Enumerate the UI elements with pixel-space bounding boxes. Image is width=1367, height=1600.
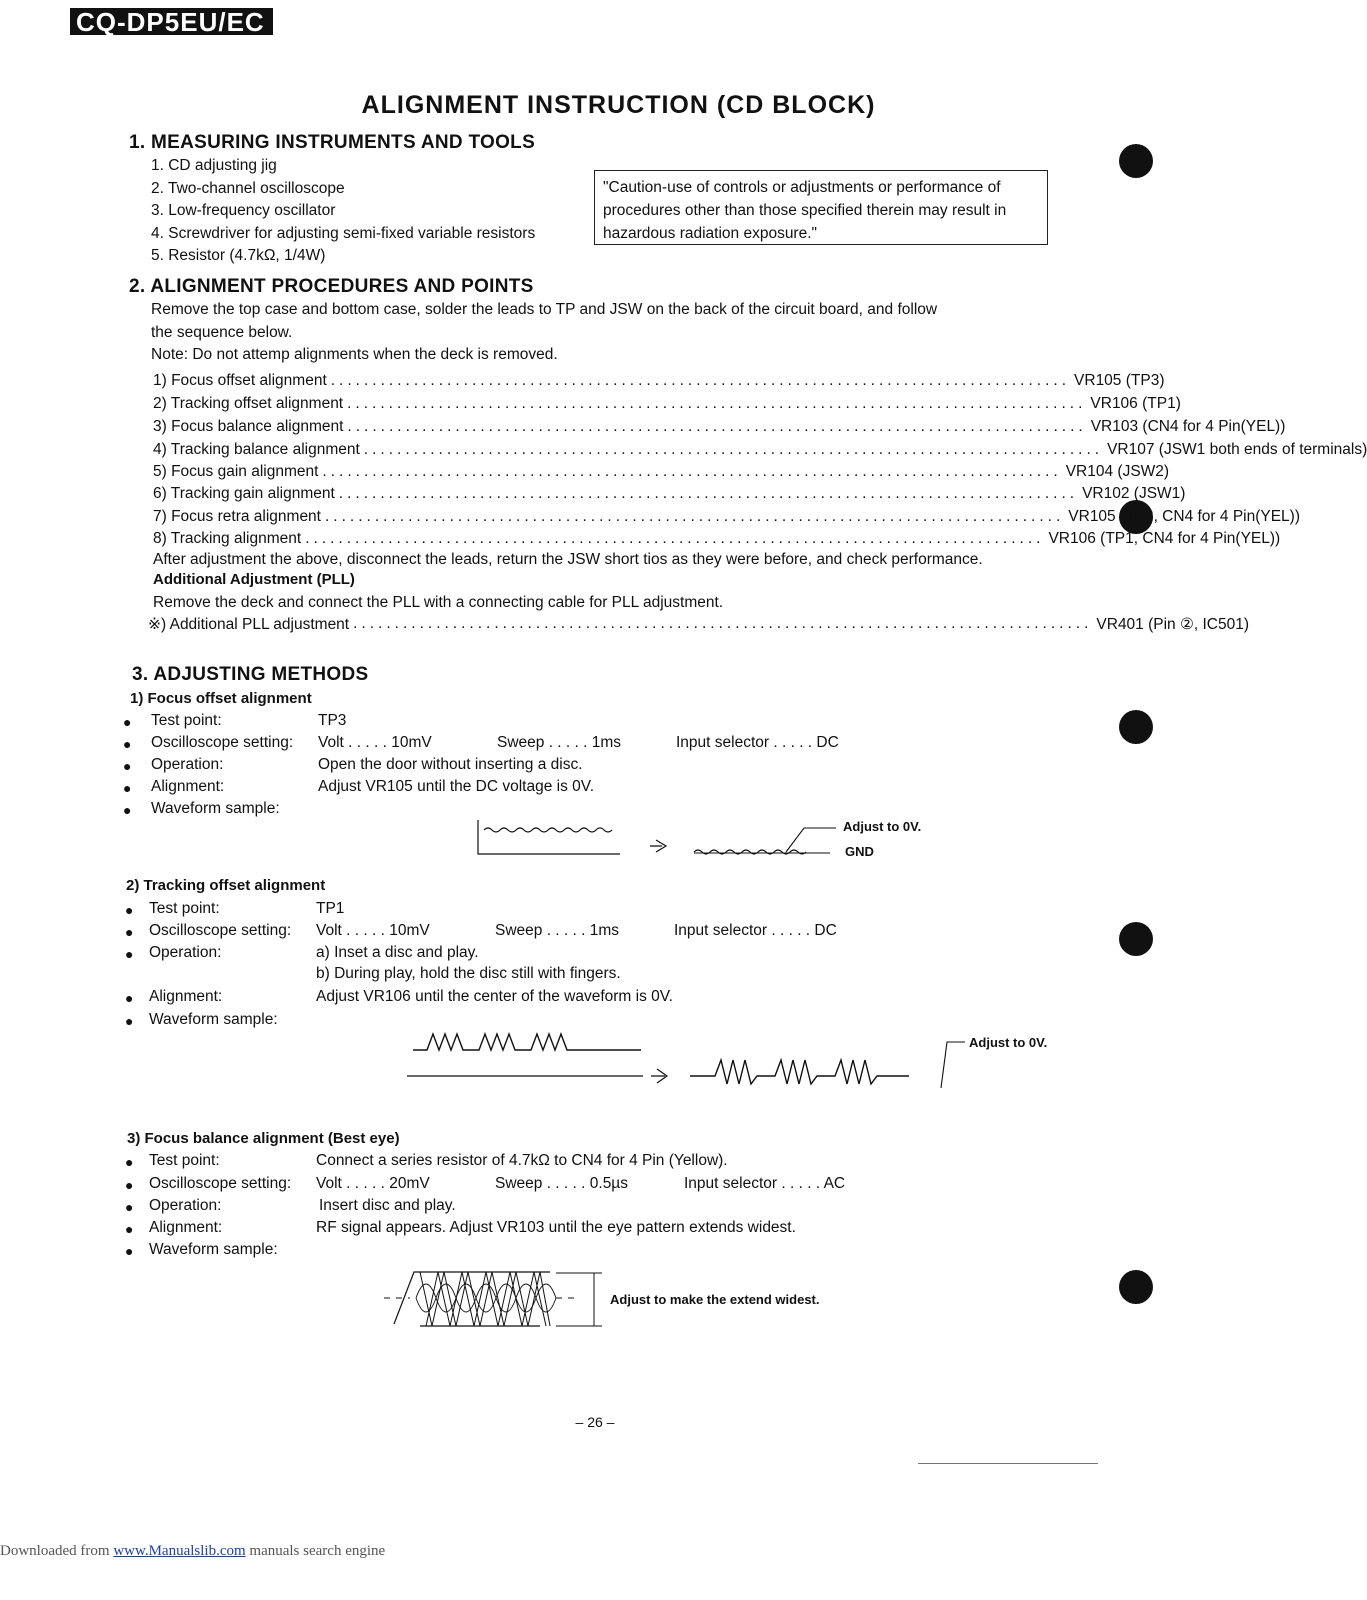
page-title: ALIGNMENT INSTRUCTION (CD BLOCK) — [361, 91, 876, 119]
sweep-setting: Sweep . . . . . 1ms — [495, 922, 620, 939]
bullet: ● — [123, 714, 132, 730]
method-row-value: Volt . . . . . 10mV — [318, 734, 432, 751]
procedure-row: 1) Focus offset alignment ......................................................................................... VR105 (TP3) — [153, 372, 1165, 389]
bullet: ● — [125, 990, 134, 1006]
method-row-value: Connect a series resistor of 4.7kΩ to CN4 for 4 Pin (Yellow). — [316, 1152, 728, 1169]
method-row-value: TP3 — [318, 712, 347, 729]
waveform-note: Adjust to 0V. — [969, 1035, 1048, 1050]
manualslib-link[interactable]: www.Manualslib.com — [113, 1543, 246, 1559]
caution-box: "Caution-use of controls or adjustments or performance of procedures other than those specified therein may result in hazardous radiation exposure." — [594, 170, 1048, 245]
tool-item: 1. CD adjusting jig — [151, 157, 277, 174]
procedure-row: 6) Tracking gain alignment ......................................................................................... VR102 (JSW1) — [153, 485, 1186, 502]
input-selector-setting: Input selector . . . . . DC — [674, 922, 837, 939]
divider — [918, 1463, 1098, 1464]
binder-hole — [1119, 144, 1153, 178]
method-row-key: Alignment: — [151, 778, 225, 795]
bullet: ● — [125, 902, 134, 918]
procedure-row: 7) Focus retra alignment ......................................................................................... VR105 (TP3, CN4 for 4 Pin(YEL)) — [153, 508, 1301, 525]
method-title: 1) Focus offset alignment — [130, 690, 312, 707]
method-row-key: Operation: — [151, 756, 224, 773]
bullet: ● — [125, 1199, 134, 1215]
waveform-focus-offset — [470, 812, 850, 868]
procedure-row: 8) Tracking alignment ......................................................................................... VR106 (TP1, CN4 for 4 Pin(YEL)) — [153, 530, 1281, 547]
method-row-key: Waveform sample: — [151, 800, 280, 817]
bullet: ● — [123, 780, 132, 796]
page-number: – 26 – — [575, 1414, 615, 1430]
bullet: ● — [125, 1221, 134, 1237]
method-row-value: Open the door without inserting a disc. — [318, 756, 583, 773]
method-row-key: Test point: — [149, 1152, 220, 1169]
input-selector-setting: Input selector . . . . . DC — [676, 734, 839, 751]
binder-hole — [1119, 710, 1153, 744]
method-row-key: Alignment: — [149, 1219, 223, 1236]
bullet: ● — [125, 924, 134, 940]
binder-hole — [1119, 922, 1153, 956]
download-prefix: Downloaded from — [0, 1543, 114, 1559]
bullet: ● — [123, 758, 132, 774]
bullet: ● — [125, 1243, 134, 1259]
waveform-note: GND — [845, 844, 874, 859]
procedure-row: 2) Tracking offset alignment ......................................................................................... VR106 (TP1) — [153, 395, 1181, 412]
sweep-setting: Sweep . . . . . 1ms — [497, 734, 622, 751]
procedure-row: 3) Focus balance alignment ......................................................................................... VR103 (CN4 for 4 Pin(YEL)) — [153, 418, 1286, 435]
section-heading-methods: 3. ADJUSTING METHODS — [132, 664, 369, 685]
tool-item: 5. Resistor (4.7kΩ, 1/4W) — [151, 247, 326, 264]
pll-procedure-row: ※) Additional PLL adjustment ......................................................................................... VR401 (Pin ②, IC501) — [148, 615, 1250, 633]
method-row-value: b) During play, hold the disc still with fingers. — [316, 965, 621, 982]
method-row-key: Waveform sample: — [149, 1011, 278, 1028]
method-row-value: Insert disc and play. — [319, 1197, 456, 1214]
bullet: ● — [125, 1154, 134, 1170]
waveform-note: Adjust to make the extend widest. — [610, 1292, 820, 1307]
procedures-intro: Remove the top case and bottom case, solder the leads to TP and JSW on the back of the circuit board, and follow — [151, 301, 938, 318]
section-heading-instruments: 1. MEASURING INSTRUMENTS AND TOOLS — [129, 132, 536, 153]
method-row-value: a) Inset a disc and play. — [316, 944, 479, 961]
bullet: ● — [125, 946, 134, 962]
bullet: ● — [125, 1013, 134, 1029]
procedure-row: 4) Tracking balance alignment ......................................................................................... VR107 (JSW1 both ends of terminals) — [153, 441, 1367, 458]
bullet: ● — [123, 802, 132, 818]
method-row-key: Oscilloscope setting: — [149, 1175, 292, 1192]
procedures-note: Note: Do not attemp alignments when the deck is removed. — [151, 346, 558, 363]
method-row-value: Adjust VR106 until the center of the waveform is 0V. — [316, 988, 673, 1005]
procedure-row: 5) Focus gain alignment ......................................................................................... VR104 (JSW2) — [153, 463, 1170, 480]
waveform-note: Adjust to 0V. — [843, 819, 922, 834]
download-footer — [0, 1543, 385, 1560]
download-suffix: manuals search engine — [245, 1543, 386, 1559]
method-row-value: RF signal appears. Adjust VR103 until the eye pattern extends widest. — [316, 1219, 796, 1236]
tool-item: 3. Low-frequency oscillator — [151, 202, 336, 219]
method-row-value: TP1 — [316, 900, 345, 917]
waveform-tracking-offset — [405, 1028, 965, 1090]
procedures-intro-cont: the sequence below. — [151, 324, 293, 341]
binder-hole — [1119, 1270, 1153, 1304]
pll-text: Remove the deck and connect the PLL with a connecting cable for PLL adjustment. — [153, 594, 724, 611]
tool-item: 4. Screwdriver for adjusting semi-fixed variable resistors — [151, 225, 536, 242]
section-heading-procedures: 2. ALIGNMENT PROCEDURES AND POINTS — [129, 276, 534, 297]
bullet: ● — [123, 736, 132, 752]
sweep-setting: Sweep . . . . . 0.5µs — [495, 1175, 628, 1192]
method-title: 3) Focus balance alignment (Best eye) — [127, 1130, 400, 1147]
method-row-value: Adjust VR105 until the DC voltage is 0V. — [318, 778, 595, 795]
method-row-value: Volt . . . . . 20mV — [316, 1175, 430, 1192]
after-adjustment-text: After adjustment the above, disconnect the leads, return the JSW short tios as they were before, and check performance. — [153, 551, 983, 568]
method-row-key: Operation: — [149, 944, 222, 961]
method-row-key: Operation: — [149, 1197, 222, 1214]
model-number: CQ-DP5EU/EC — [70, 8, 273, 35]
method-row-key: Alignment: — [149, 988, 223, 1005]
tool-item: 2. Two-channel oscilloscope — [151, 180, 345, 197]
method-row-value: Volt . . . . . 10mV — [316, 922, 430, 939]
bullet: ● — [125, 1177, 134, 1193]
method-row-key: Waveform sample: — [149, 1241, 278, 1258]
method-row-key: Oscilloscope setting: — [151, 734, 294, 751]
input-selector-setting: Input selector . . . . . AC — [684, 1175, 846, 1192]
pll-heading: Additional Adjustment (PLL) — [153, 571, 355, 588]
method-row-key: Test point: — [149, 900, 220, 917]
method-row-key: Oscilloscope setting: — [149, 922, 292, 939]
method-row-key: Test point: — [151, 712, 222, 729]
waveform-eye-pattern — [380, 1268, 610, 1332]
method-title: 2) Tracking offset alignment — [126, 877, 326, 894]
